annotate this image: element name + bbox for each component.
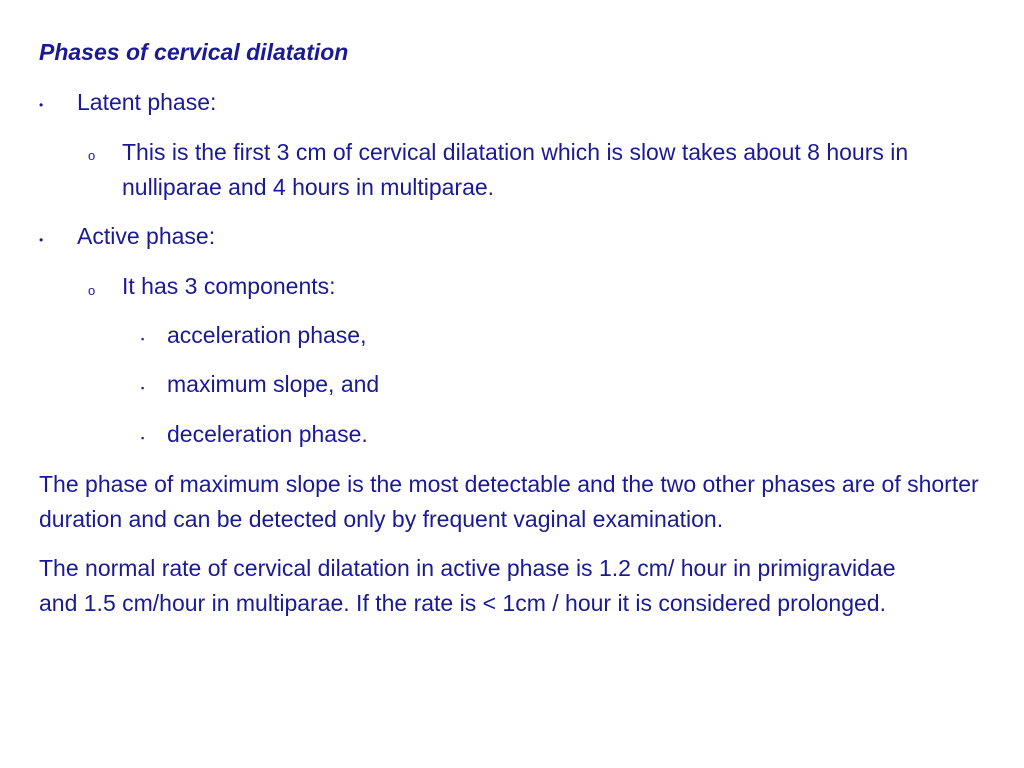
slide-title: Phases of cervical dilatation <box>39 39 349 65</box>
bullet-square-icon: ▪ <box>141 334 145 344</box>
paragraph-normal-rate: The normal rate of cervical dilatation in active phase is 1.2 cm/ hour in primigravidae and 1.5 cm/hour in multiparae. If the rate is < 1cm / hour it is considered prolonged. <box>39 555 896 616</box>
latent-phase-detail: This is the first 3 cm of cervical dilatation which is slow takes about 8 hours in nulliparae and 4 hours in multiparae. <box>122 139 909 200</box>
latent-phase-label: Latent phase: <box>77 89 217 115</box>
active-phase-label: Active phase: <box>77 223 216 249</box>
paragraph-max-slope: The phase of maximum slope is the most detectable and the two other phases are of shorter duration and can be detected only by frequent vaginal examination. <box>39 471 979 532</box>
bullet-dot-icon: • <box>39 98 44 112</box>
bullet-circle-icon: o <box>88 148 96 163</box>
bullet-square-icon: ▪ <box>141 383 145 393</box>
active-phase-intro: It has 3 components: <box>122 273 336 299</box>
bullet-square-icon: ▪ <box>141 433 145 443</box>
component-item: acceleration phase, <box>167 322 367 348</box>
component-item: maximum slope, and <box>167 371 380 397</box>
bullet-circle-icon: o <box>88 283 96 298</box>
bullet-dot-icon: • <box>39 233 44 247</box>
component-item: deceleration phase. <box>167 421 368 447</box>
